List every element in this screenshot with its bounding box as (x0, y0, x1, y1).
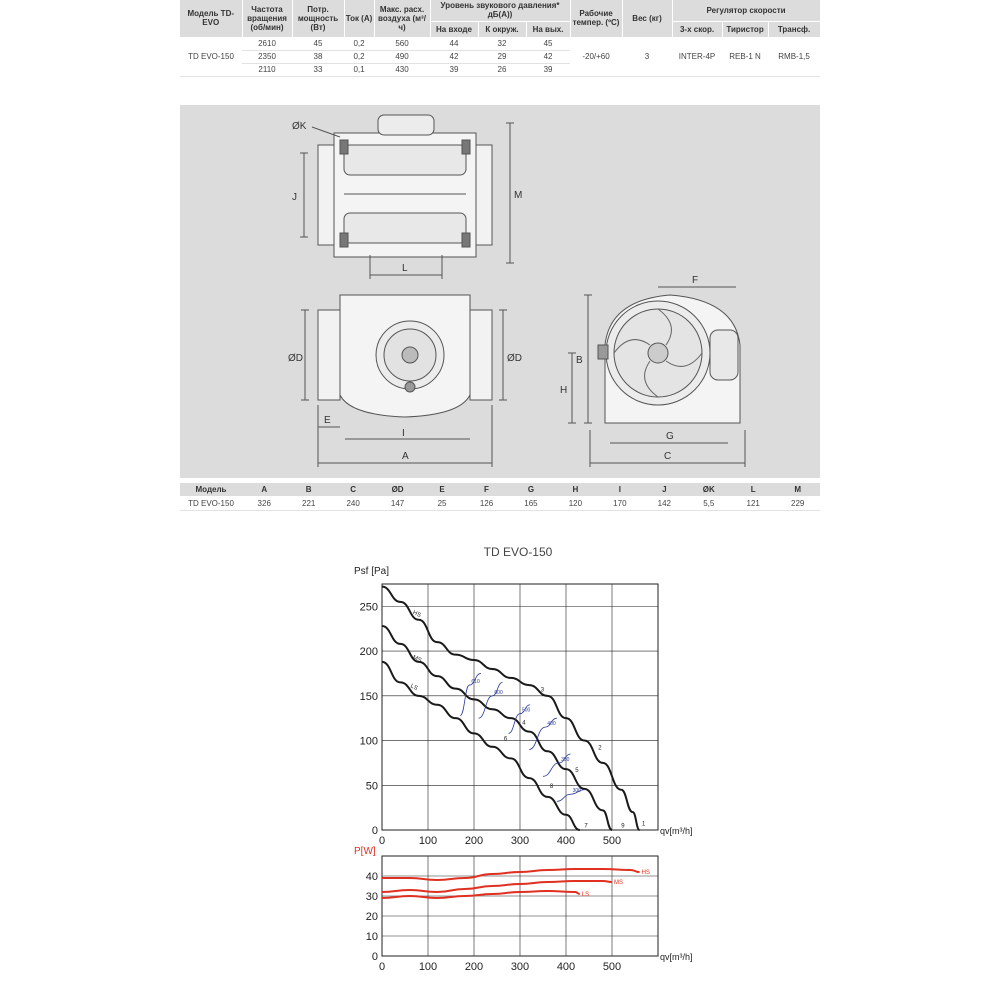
spec-noise-around: 32 (478, 37, 526, 50)
dims-header: L (731, 483, 775, 496)
dims-header: H (553, 483, 597, 496)
dims-cell: 142 (642, 496, 686, 511)
series-label: LS (409, 683, 419, 692)
x-tick-label: 500 (602, 961, 622, 973)
spec-speed: 2110 (242, 63, 292, 76)
dims-header: B (286, 483, 330, 496)
point-label: 8 (549, 783, 554, 790)
dims-cell: 126 (464, 496, 508, 511)
y-tick-label: 0 (371, 825, 378, 837)
label-a: A (402, 451, 409, 462)
label-l: L (402, 263, 408, 274)
iso-noise-label: 350 (561, 756, 570, 763)
point-label: 7 (584, 823, 588, 830)
x-axis-label: qv[m³/h] (660, 952, 693, 962)
dims-cell: 221 (286, 496, 330, 511)
spec-noise-in: 44 (430, 37, 478, 50)
y-tick-label: 0 (371, 951, 378, 963)
y-axis-label: Psf [Pa] (354, 566, 390, 577)
spec-current: 0,2 (344, 50, 374, 63)
dims-cell: 170 (598, 496, 642, 511)
spec-header-power: Потр. мощность (Вт) (292, 0, 344, 37)
spec-header-weight: Вес (кг) (622, 0, 672, 37)
power-chart (340, 842, 693, 982)
dims-header: I (598, 483, 642, 496)
spec-speed: 2610 (242, 37, 292, 50)
y-axis-label: P[W] (354, 846, 376, 857)
y-tick-label: 200 (359, 646, 378, 659)
spec-current: 0,2 (344, 37, 374, 50)
dims-header: A (242, 483, 286, 496)
label-h: H (560, 385, 568, 396)
label-b: B (576, 355, 583, 366)
dims-header: ØK (687, 483, 731, 496)
label-k: ØK (292, 121, 307, 132)
spec-noise-in: 42 (430, 50, 478, 63)
power-series-label: LS (581, 892, 590, 898)
point-label: 5 (575, 767, 579, 774)
spec-power: 33 (292, 63, 344, 76)
iso-noise-label: 400 (547, 721, 556, 728)
power-series-label: MS (614, 880, 623, 886)
point-label: 4 (522, 720, 526, 727)
spec-noise-around: 29 (478, 50, 526, 63)
top-view (300, 115, 514, 279)
spec-header-reg-trans: Трансф. (768, 21, 820, 37)
x-tick-label: 200 (464, 835, 484, 847)
x-tick-label: 100 (418, 835, 438, 847)
dimensions-table (180, 483, 820, 511)
spec-model: TD EVO-150 (180, 37, 242, 76)
spec-power: 38 (292, 50, 344, 63)
y-tick-label: 10 (365, 931, 378, 943)
y-tick-label: 40 (365, 871, 378, 883)
spec-header-airflow: Макс. расх. воздуха (м³/ч) (374, 0, 430, 37)
dims-header: E (420, 483, 464, 496)
point-label: 2 (598, 745, 602, 752)
spec-noise-in: 39 (430, 63, 478, 76)
spec-header-noise: Уровень звукового давления* дБ(A)) (430, 0, 570, 21)
spec-header-temp: Рабочие темпер. (ºC) (570, 0, 622, 37)
spec-header-speed: Частота вращения (об/мин) (242, 0, 292, 37)
iso-noise-label: 300 (572, 788, 581, 795)
pressure-chart-svg (340, 540, 693, 847)
power-series-label: HS (641, 870, 650, 876)
label-j: J (292, 192, 297, 203)
spec-table (180, 0, 820, 97)
label-d-left: ØD (288, 353, 303, 364)
iso-noise-curve (479, 682, 503, 718)
spec-reg-thyristor: REB-1 N (722, 37, 768, 76)
spec-power: 45 (292, 37, 344, 50)
spec-header-model: Модель TD-EVO (180, 0, 242, 37)
spec-noise-around: 26 (478, 63, 526, 76)
spec-header-regulator: Регулятор скорости (672, 0, 820, 21)
chart-title: TD EVO-150 (483, 545, 553, 559)
dims-cell: 326 (242, 496, 286, 511)
x-tick-label: 300 (510, 835, 530, 847)
y-tick-label: 250 (359, 601, 378, 614)
spec-speed: 2350 (242, 50, 292, 63)
dims-header: J (642, 483, 686, 496)
spec-reg-3speed: INTER-4P (672, 37, 722, 76)
x-tick-label: 100 (418, 961, 438, 973)
side-view (568, 287, 745, 467)
spec-noise-out: 45 (526, 37, 570, 50)
series-line-ls (382, 891, 580, 898)
dims-header: C (331, 483, 375, 496)
y-tick-label: 100 (359, 735, 378, 748)
spec-header-noise-around: К окруж. (478, 21, 526, 37)
series-label: HS (411, 610, 422, 620)
power-chart-svg (340, 842, 693, 982)
x-tick-label: 200 (464, 961, 484, 973)
x-tick-label: 0 (378, 961, 386, 973)
y-tick-label: 20 (365, 911, 378, 923)
spec-temp: -20/+60 (570, 37, 622, 76)
spec-header-noise-in: На входе (430, 21, 478, 37)
dims-header: M (775, 483, 820, 496)
y-tick-label: 30 (365, 891, 378, 903)
spec-airflow: 490 (374, 50, 430, 63)
dims-header: Модель (180, 483, 242, 496)
technical-drawing (180, 105, 820, 478)
iso-noise-label: 610 (471, 679, 480, 686)
spec-airflow: 560 (374, 37, 430, 50)
y-tick-label: 150 (359, 690, 378, 703)
label-c: C (664, 451, 672, 462)
dims-header: G (509, 483, 553, 496)
iso-noise-label: 600 (494, 689, 503, 696)
point-label: 3 (540, 687, 545, 694)
spec-reg-trans: RMB-1,5 (768, 37, 820, 76)
y-tick-label: 50 (365, 780, 378, 793)
dims-cell: 5,5 (687, 496, 731, 511)
pressure-chart (340, 540, 693, 847)
spec-weight: 3 (622, 37, 672, 76)
spec-header-noise-out: На вых. (526, 21, 570, 37)
dims-cell: 229 (775, 496, 820, 511)
label-m: M (514, 190, 523, 201)
dims-header: F (464, 483, 508, 496)
spec-noise-out: 39 (526, 63, 570, 76)
dims-cell: 147 (375, 496, 419, 511)
series-line-ms (382, 881, 612, 892)
spec-header-reg-thyristor: Тиристор (722, 21, 768, 37)
point-label: 1 (641, 821, 646, 828)
point-label: 9 (621, 823, 625, 830)
series-line-hs (382, 587, 640, 830)
label-f: F (692, 275, 699, 286)
label-g: G (666, 431, 674, 442)
dims-cell: 25 (420, 496, 464, 511)
spec-current: 0,1 (344, 63, 374, 76)
label-e: E (324, 415, 331, 426)
series-line-hs (382, 869, 640, 880)
dims-cell: 240 (331, 496, 375, 511)
spec-airflow: 430 (374, 63, 430, 76)
dims-cell: 120 (553, 496, 597, 511)
drawing-panel (180, 105, 820, 478)
x-tick-label: 300 (510, 961, 530, 973)
x-axis-label: qv[m³/h] (660, 826, 693, 836)
dims-cell: 165 (509, 496, 553, 511)
x-tick-label: 400 (556, 961, 576, 973)
point-label: 6 (503, 736, 508, 743)
dims-cell: 121 (731, 496, 775, 511)
series-label: MS (411, 654, 423, 665)
spec-header-reg-3speed: 3-х скор. (672, 21, 722, 37)
x-tick-label: 400 (556, 835, 576, 847)
spec-noise-out: 42 (526, 50, 570, 63)
x-tick-label: 500 (602, 835, 622, 847)
label-d-right: ØD (507, 353, 522, 364)
spec-header-current: Ток (A) (344, 0, 374, 37)
dims-header: ØD (375, 483, 419, 496)
label-i: I (402, 428, 405, 439)
iso-noise-label: 500 (522, 707, 531, 714)
x-tick-label: 0 (378, 835, 386, 847)
dims-cell: TD EVO-150 (180, 496, 242, 511)
front-view (301, 295, 507, 467)
